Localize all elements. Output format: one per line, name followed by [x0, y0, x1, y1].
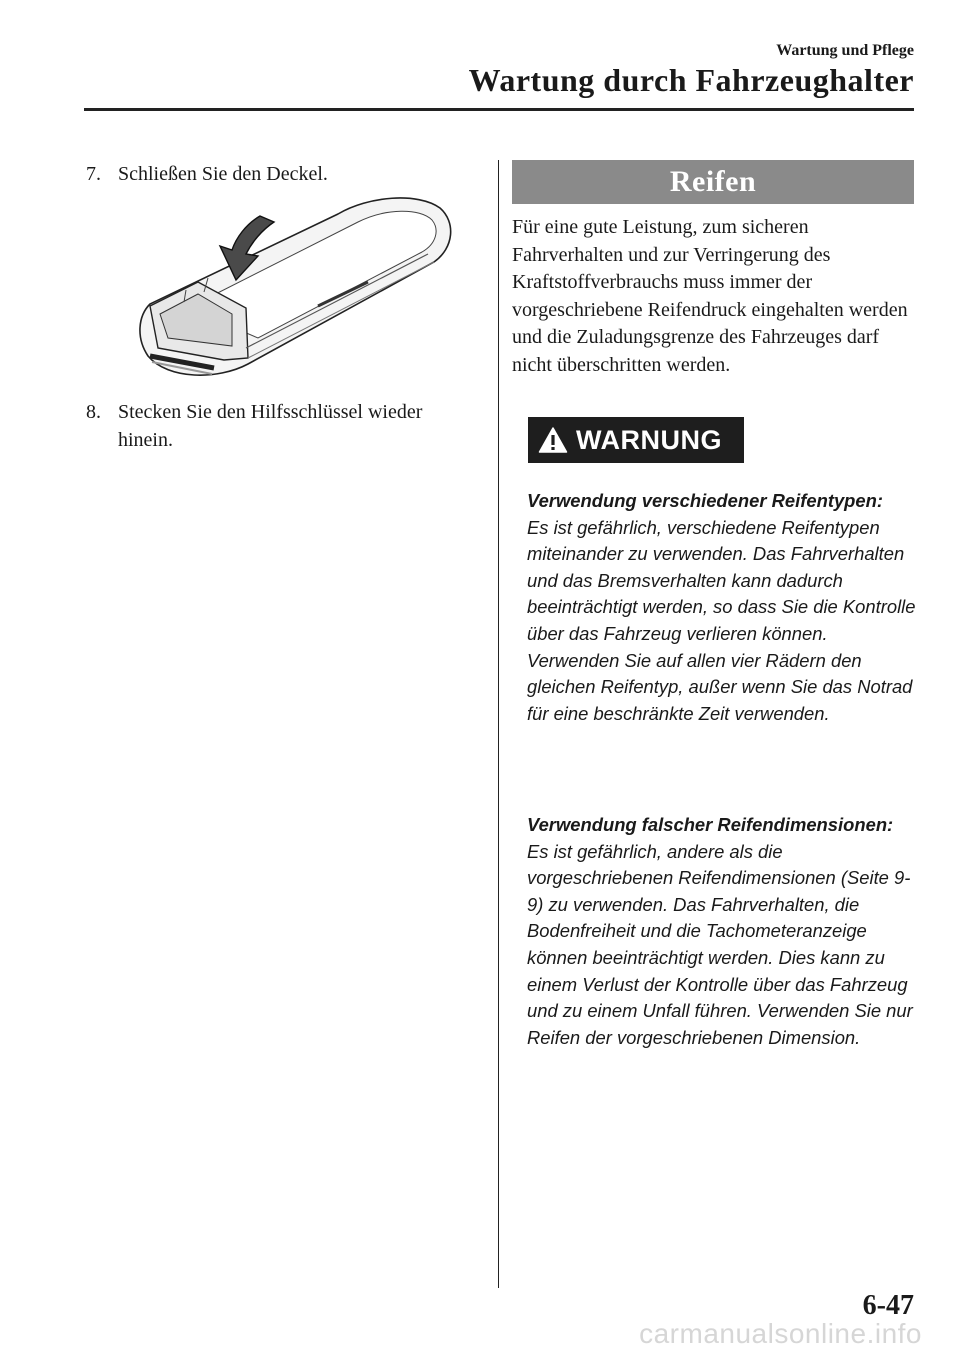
warning-paragraph: Es ist gefährlich, andere als die vorgeschriebenen Reifendimensionen (Seite 9-9) zu verwenden. Das Fahrverhalten, die Bodenfreiheit und die Tachometeranzeige können beeinträchtigt werden. Dies kann zu einem Verlust der Kontrolle über das Fahrzeug und zu einem Unfall führen. Verwenden Sie nur Reifen der vorgeschriebenen Dimension. [527, 840, 913, 1048]
chapter-title: Wartung durch Fahrzeughalter [468, 62, 914, 98]
warning-heading: Verwendung verschiedener Reifentypen: [527, 490, 883, 511]
step-8-text-line2: hinein. [118, 429, 173, 451]
step-8-number: 8. [86, 401, 101, 423]
intro-paragraph: Für eine gute Leistung, zum sicheren Fahrverhalten und zur Verringerung des Kraftstoffverbrauchs muss immer der vorgeschriebene Reifendruck eingehalten werden und die Zuladungsgrenze des Fahrzeuges darf nicht überschritten werden. [512, 216, 908, 376]
warning-heading: Verwendung falscher Reifendimensionen: [527, 814, 894, 835]
watermark: carmanualsonline.info [639, 1318, 922, 1349]
key-fob-illustration [128, 188, 460, 388]
header-rule [84, 108, 914, 111]
section-title-bar [512, 160, 914, 204]
step-8-text-line1: Stecken Sie den Hilfsschlüssel wieder [118, 401, 423, 423]
warning-paragraph: Es ist gefährlich, verschiedene Reifentypen miteinander zu verwenden. Das Fahrverhalten und das Bremsverhalten kann dadurch beeinträchtigt werden, so dass Sie die Kontrolle über das Fahrzeug verlieren können. [527, 516, 916, 644]
step-7-number: 7. [86, 163, 101, 185]
warning-block-tire-dimensions [527, 812, 922, 1051]
warning-label: WARNUNG [576, 424, 722, 455]
warning-triangle-icon [538, 426, 568, 454]
warning-badge [528, 417, 744, 463]
step-7-text: Schließen Sie den Deckel. [118, 163, 328, 185]
column-divider [498, 160, 499, 1288]
step-7 [86, 160, 328, 188]
header-section-label: Wartung und Pflege [776, 42, 914, 59]
warning-block-tire-types [527, 488, 922, 727]
section-title: Reifen [669, 165, 757, 198]
page-number: 6-47 [862, 1290, 914, 1321]
warning-paragraph: Verwenden Sie auf allen vier Rädern den gleichen Reifentyp, außer wenn Sie das Notrad für eine beschränkte Zeit verwenden. [527, 649, 913, 724]
step-8 [86, 398, 476, 454]
